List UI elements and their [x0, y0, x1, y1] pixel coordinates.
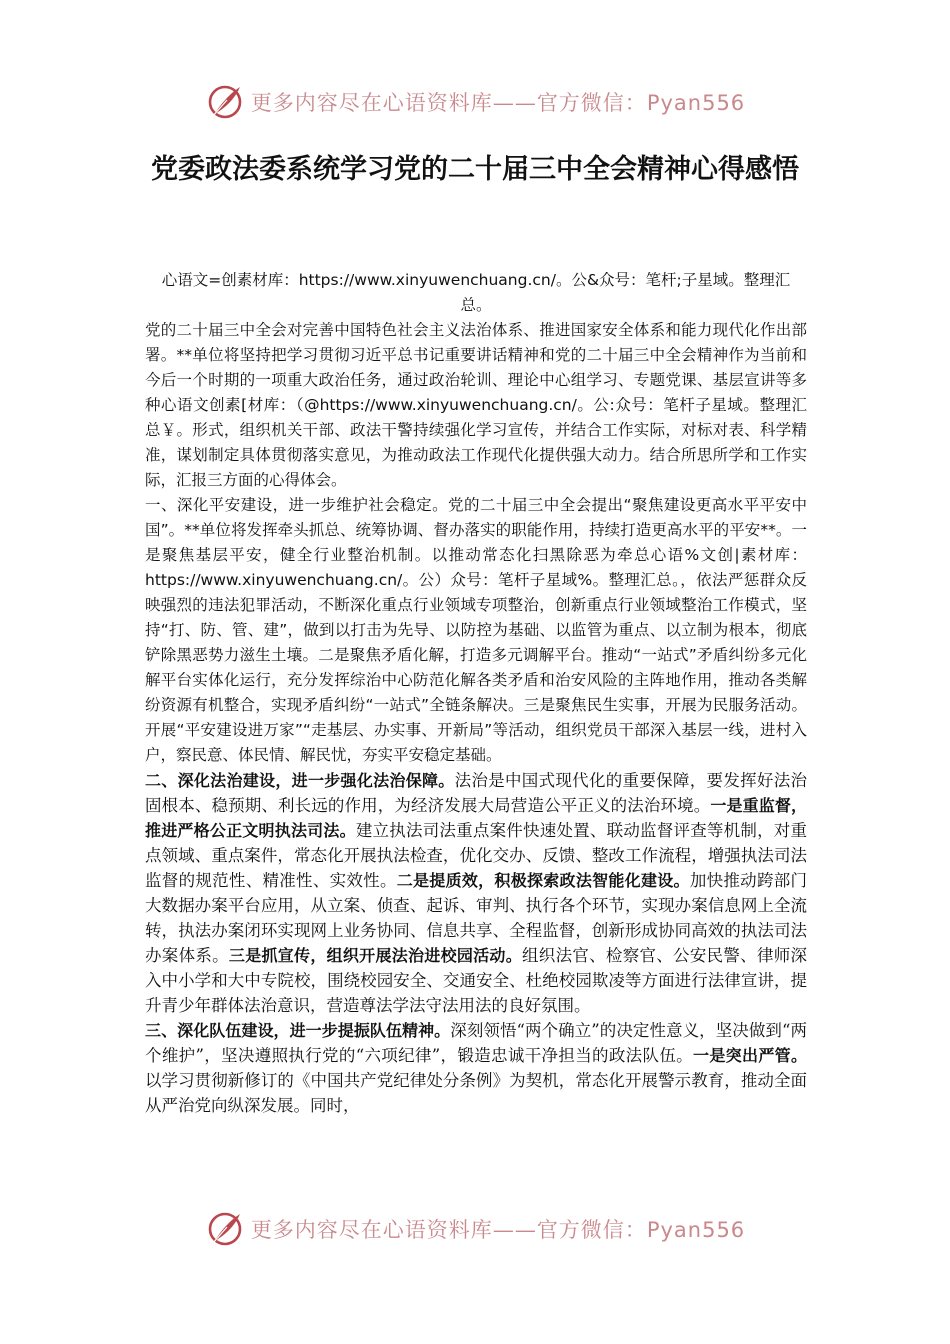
section-three-paragraph: 三、深化队伍建设，进一步提振队伍精神。深刻领悟“两个确立”的决定性意义，坚决做到“两个维护”，坚决遵照执行党的“六项纪律”，锻造忠诚干净担当的政法队伍。一是突出严管。以学习贯彻新修订的《中国共产党纪律处分条例》为契机，常态化开展警示教育，推动全面从严治党向纵深发展。同时，	[145, 1021, 807, 1115]
watermark-text: 更多内容尽在心语资料库——官方微信：Pyan556	[250, 1218, 746, 1242]
section-three-heading: 三、深化队伍建设，进一步提振队伍精神。	[145, 1021, 451, 1040]
section-three-point-one: 一是突出严管。	[693, 1046, 807, 1065]
watermark-text: 更多内容尽在心语资料库——官方微信：Pyan556	[250, 91, 746, 115]
source-line: 心语文=创素材库：https://www.xinyuwenchuang.cn/。公&众号：笔杆;子星域。整理汇总。	[161, 271, 791, 314]
wechat-handle: Pyan556	[646, 1218, 746, 1242]
page-title: 党委政法委系统学习党的二十届三中全会精神心得感悟	[151, 154, 799, 185]
feather-pen-icon	[205, 82, 245, 122]
section-two-point-three: 三是抓宣传，组织开展法治进校园活动。	[228, 946, 522, 965]
wechat-handle: Pyan556	[646, 91, 746, 115]
section-one-paragraph: 一、深化平安建设，进一步维护社会稳定。党的二十届三中全会提出“聚焦建设更高水平平安中国”。**单位将发挥牵头抓总、统筹协调、督办落实的职能作用，持续打造更高水平的平安**。一是聚焦基层平安，健全行业整治机制。以推动常态化扫黑除恶为牵总心语%文创|素材库：https://www.xinyuwenchuang.cn/。公）众号：笔杆子星域%。整理汇总。，依法严惩群众反映强烈的违法犯罪活动，不断深化重点行业领域专项整治，创新重点行业领域整治工作模式，坚持“打、防、管、建”，做到以打击为先导、以防控为基础、以监管为重点、以立制为根本，彻底铲除黑恶势力滋生土壤。二是聚焦矛盾化解，打造多元调解平台。推动“一站式”矛盾纠纷多元化解平台实体化运行，充分发挥综治中心防范化解各类矛盾和治安风险的主阵地作用，推动各类解纷资源有机整合，实现矛盾纠纷“一站式”全链条解决。三是聚焦民生实事，开展为民服务活动。开展“平安建设进万家”“走基层、办实事、开新局”等活动，组织党员干部深入基层一线，进村入户，察民意、体民情、解民忧，夯实平安稳定基础。	[145, 496, 807, 764]
feather-pen-icon	[205, 1209, 245, 1249]
watermark-banner-bottom	[0, 1207, 950, 1251]
section-two-heading: 二、深化法治建设，进一步强化法治保障。	[145, 771, 455, 790]
section-two-point-one: 一是重监督，推进严格公正文明执法司法。	[145, 796, 807, 840]
intro-paragraph: 党的二十届三中全会对完善中国特色社会主义法治体系、推进国家安全体系和能力现代化作出部署。**单位将坚持把学习贯彻习近平总书记重要讲话精神和党的二十届三中全会精神作为当前和今后一个时期的一项重大政治任务，通过政治轮训、理论中心组学习、专题党课、基层宣讲等多种心语文创素[材库：（@https://www.xinyuwenchuang.cn/。公:众号：笔杆子星域。整理汇总￥。形式，组织机关干部、政法干警持续强化学习宣传，并结合工作实际，对标对表、科学精准，谋划制定具体贯彻落实意见，为推动政法工作现代化提供强大动力。结合所思所学和工作实际，汇报三方面的心得体会。	[145, 321, 807, 489]
document-body	[145, 268, 807, 1118]
watermark-banner-top	[0, 80, 950, 124]
section-two-paragraph: 二、深化法治建设，进一步强化法治保障。法治是中国式现代化的重要保障，要发挥好法治固根本、稳预期、利长远的作用，为经济发展大局营造公平正义的法治环境。一是重监督，推进严格公正文明执法司法。建立执法司法重点案件快速处置、联动监督评查等机制，对重点领域、重点案件，常态化开展执法检查，优化交办、反馈、整改工作流程，增强执法司法监督的规范性、精准性、实效性。二是提质效，积极探索政法智能化建设。加快推动跨部门大数据办案平台应用，从立案、侦查、起诉、审判、执行各个环节，实现办案信息网上全流转，执法办案闭环实现网上业务协同、信息共享、全程监督，创新形成协同高效的执法司法办案体系。三是抓宣传，组织开展法治进校园活动。组织法官、检察官、公安民警、律师深入中小学和大中专院校，围绕校园安全、交通安全、杜绝校园欺凌等方面进行法律宣讲，提升青少年群体法治意识，营造尊法学法守法用法的良好氛围。	[145, 771, 808, 1015]
section-two-point-two: 二是提质效，积极探索政法智能化建设。	[396, 871, 690, 890]
